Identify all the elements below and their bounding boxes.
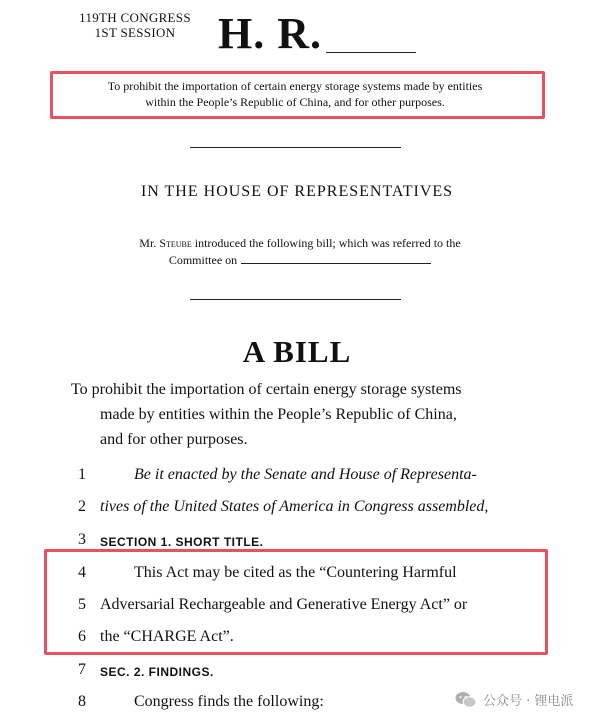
committee-blank [241, 263, 431, 264]
short-title-line: Adversarial Rechargeable and Generative Energy Act” or [100, 596, 468, 613]
summary [60, 78, 530, 110]
line-number: 3 [78, 531, 86, 548]
sponsor-name: Steube [159, 236, 192, 250]
bill-number-blank [326, 52, 416, 53]
divider-bottom [190, 299, 401, 300]
congress-number: 119TH CONGRESS [79, 10, 191, 25]
house-heading: IN THE HOUSE OF REPRESENTATIVES [140, 183, 454, 200]
enacting-clause-line: tives of the United States of America in Congress assembled, [100, 498, 489, 515]
wechat-icon [455, 691, 477, 709]
introduction [90, 235, 510, 269]
purpose-line-1: To prohibit the importation of certain energy storage systems [71, 381, 462, 398]
line-number: 1 [78, 466, 86, 483]
findings-line: Congress finds the following: [134, 693, 324, 710]
committee-label: Committee on [168, 253, 238, 267]
bill-heading: A BILL [242, 334, 352, 369]
introduction-line-2 [90, 252, 510, 269]
line-number: 4 [78, 564, 86, 581]
summary-line-2: within the People’s Republic of China, and for other purposes. [145, 95, 445, 109]
section-heading: SEC. 2. FINDINGS. [100, 665, 214, 679]
line-number: 8 [78, 693, 86, 710]
line-number: 2 [78, 498, 86, 515]
short-title-line: the “CHARGE Act”. [100, 628, 234, 645]
enacting-clause-line: Be it enacted by the Senate and House of Representa- [134, 466, 477, 483]
line-number: 6 [78, 628, 86, 645]
divider-top [190, 147, 401, 148]
bill-id: H. R. [218, 9, 322, 58]
introduction-line-1 [90, 235, 510, 252]
line-number: 5 [78, 596, 86, 613]
line-number: 7 [78, 661, 86, 678]
introduction-text: introduced the following bill; which was referred to the [194, 236, 461, 250]
section-heading: SECTION 1. SHORT TITLE. [100, 535, 264, 549]
summary-line-1: To prohibit the importation of certain energy storage systems made by entities [107, 79, 483, 93]
sponsor-prefix: Mr. [139, 236, 157, 250]
purpose-line-3: and for other purposes. [100, 431, 248, 448]
watermark [455, 690, 573, 709]
purpose-line-2: made by entities within the People’s Republic of China, [100, 406, 457, 423]
watermark-text: 公众号 · 锂电派 [483, 694, 574, 709]
session-number: 1ST SESSION [94, 25, 176, 40]
short-title-line: This Act may be cited as the “Countering Harmful [134, 564, 457, 581]
congress-session [50, 10, 220, 40]
